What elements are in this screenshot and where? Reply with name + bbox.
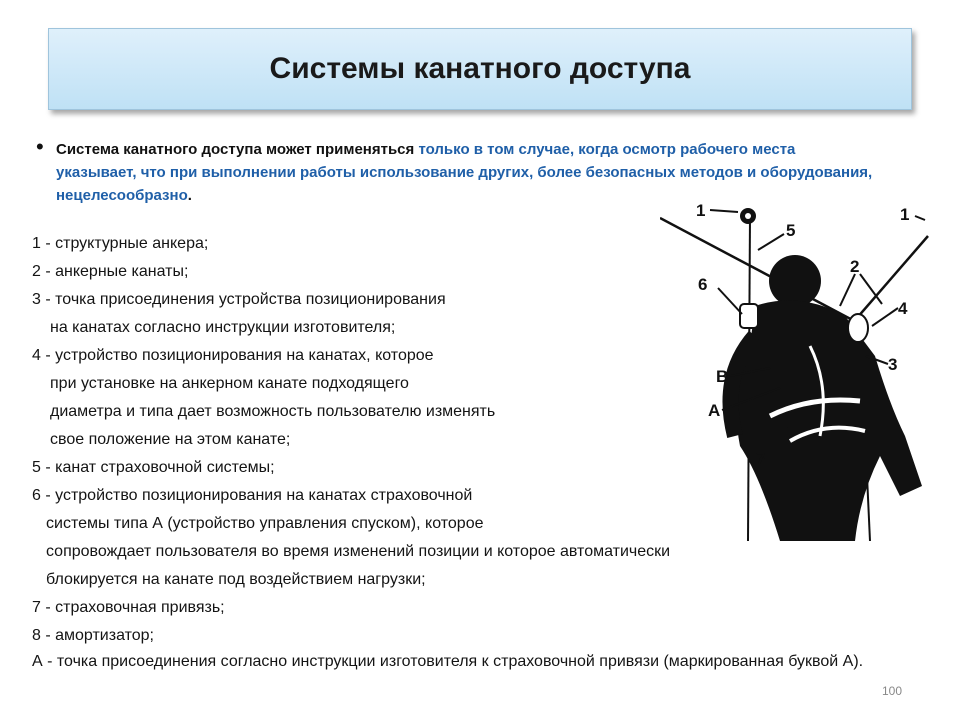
climber-head-icon [769,255,821,307]
list-item: 4 - устройство позиционирования на канатах, которое [32,347,434,364]
list-item: на канатах согласно инструкции изготовителя; [50,319,396,336]
label-v: В [716,367,729,386]
list-item: при установке на анкерном канате подходящего [50,375,409,392]
list-item: 6 - устройство позиционирования на канатах страховочной [32,487,473,504]
list-item: 2 - анкерные канаты; [32,263,189,280]
list-item: блокируется на канате под воздействием нагрузки; [46,571,426,588]
label-5: 5 [786,221,796,240]
page-number: 100 [881,684,902,698]
intro-text-end: . [187,187,192,204]
list-item: 5 - канат страховочной системы; [32,459,275,476]
list-item: А - точка присоединения согласно инструкции изготовителя к страховочной привязи (маркированная буквой А). [32,653,864,670]
list-item: сопровождает пользователя во время изменений позиции и которое автоматически [46,543,671,560]
page-title: Системы канатного доступа [269,52,691,85]
list-item: 1 - структурные анкера; [32,235,209,252]
bullet-marker: • [36,134,44,159]
title-banner [48,28,912,110]
label-7: 7 [756,449,766,468]
rope-access-illustration [660,196,930,541]
intro-text-blue: только в том случае, когда осмотр рабочего места указывает, что при выполнении работы использование других, более безопасных методов и оборудования, нецелесообразно [56,141,873,204]
intro-text-black: Система канатного доступа может применяться [56,141,419,158]
list-item: диаметра и типа дает возможность пользователю изменять [50,403,496,420]
list-item: 8 - амортизатор; [32,627,154,644]
label-3: 3 [888,355,898,374]
rope-clamp-icon [848,314,868,342]
descender-device-icon [740,304,758,328]
label-1-right: 1 [900,205,910,224]
label-2: 2 [850,257,860,276]
label-1-left: 1 [696,201,706,220]
list-item: 7 - страховочная привязь; [32,599,225,616]
list-item: 3 - точка присоединения устройства позиционирования [32,291,446,308]
anchor-rope-right [850,236,928,326]
label-a: А [708,401,721,420]
label-4: 4 [898,299,908,318]
list-item: системы типа А (устройство управления спуском), которое [46,515,484,532]
list-item: свое положение на этом канате; [50,431,291,448]
climber-body-icon [737,300,922,541]
label-6: 6 [698,275,708,294]
